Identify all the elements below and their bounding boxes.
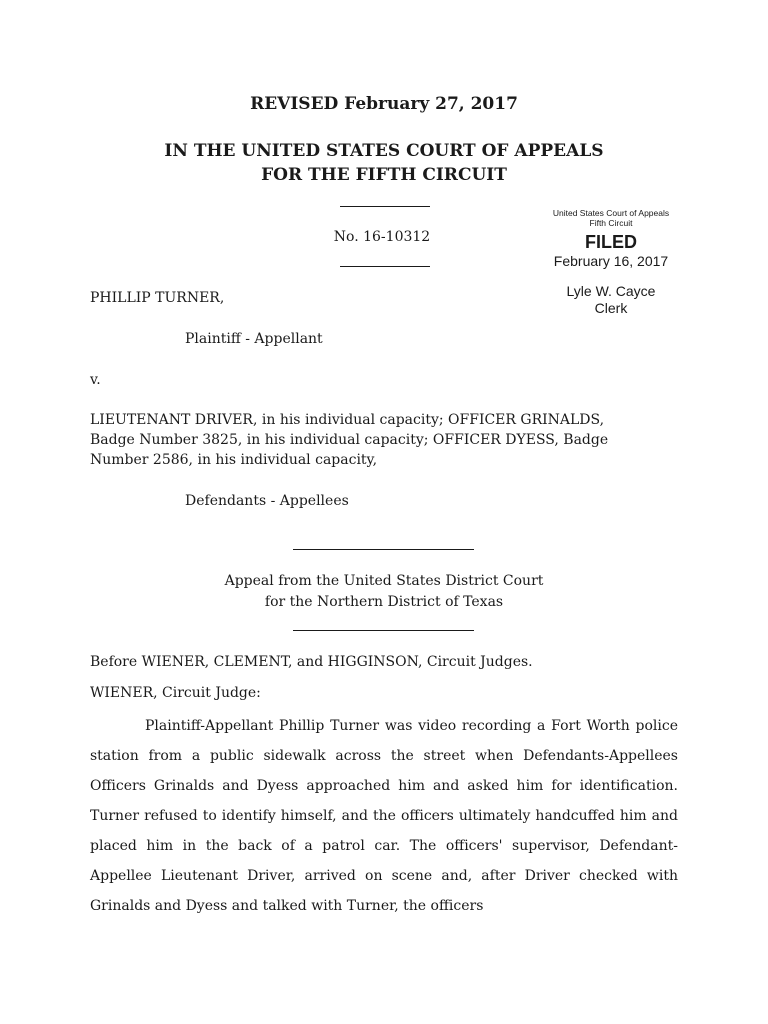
- defendants-line1: LIEUTENANT DRIVER, in his individual capacity; OFFICER GRINALDS,: [90, 412, 605, 428]
- opinion-body-paragraph: Plaintiff-Appellant Phillip Turner was video recording a Fort Worth police station from a public sidewalk across the street when Defendants-Appellees Officers Grinalds and Dyess approached him and asked him for identification. Turner refused to identify himself, and the officers ultimately handcuffed him and placed him in the back of a patrol car. The officers' supervisor, Defendant-Appellee Lieutenant Driver, arrived on scene and, after Driver checked with Grinalds and Dyess and talked with Turner, the officers: [90, 718, 678, 914]
- appeal-rule-bottom: [293, 630, 474, 631]
- stamp-court-line2: Fifth Circuit: [589, 218, 633, 228]
- appeal-line1: Appeal from the United States District Court: [224, 573, 544, 589]
- stamp-filed: FILED: [585, 232, 637, 252]
- appeal-rule-top: [293, 549, 474, 550]
- panel-judges: Before WIENER, CLEMENT, and HIGGINSON, Circuit Judges.: [90, 654, 533, 670]
- plaintiff-name: PHILLIP TURNER,: [90, 290, 225, 306]
- defendants-role: Defendants - Appellees: [185, 493, 349, 509]
- revised-date: REVISED February 27, 2017: [250, 94, 518, 114]
- docket-number: No. 16-10312: [333, 229, 431, 245]
- plaintiff-role: Plaintiff - Appellant: [185, 331, 323, 347]
- stamp-date: February 16, 2017: [553, 253, 669, 269]
- stamp-clerk-name: Lyle W. Cayce: [566, 283, 656, 299]
- versus: v.: [90, 372, 101, 388]
- court-name-line2: FOR THE FIFTH CIRCUIT: [261, 165, 507, 185]
- docket-rule-top: [340, 206, 430, 207]
- defendants-line3: Number 2586, in his individual capacity,: [90, 452, 378, 468]
- stamp-court-line1: United States Court of Appeals: [552, 208, 670, 218]
- docket-rule-bottom: [340, 266, 430, 267]
- court-name-line1: IN THE UNITED STATES COURT OF APPEALS: [164, 141, 604, 161]
- defendants-line2: Badge Number 3825, in his individual capacity; OFFICER DYESS, Badge: [90, 432, 609, 448]
- stamp-clerk-title: Clerk: [594, 300, 628, 316]
- appeal-line2: for the Northern District of Texas: [264, 594, 504, 610]
- opinion-author: WIENER, Circuit Judge:: [90, 685, 261, 701]
